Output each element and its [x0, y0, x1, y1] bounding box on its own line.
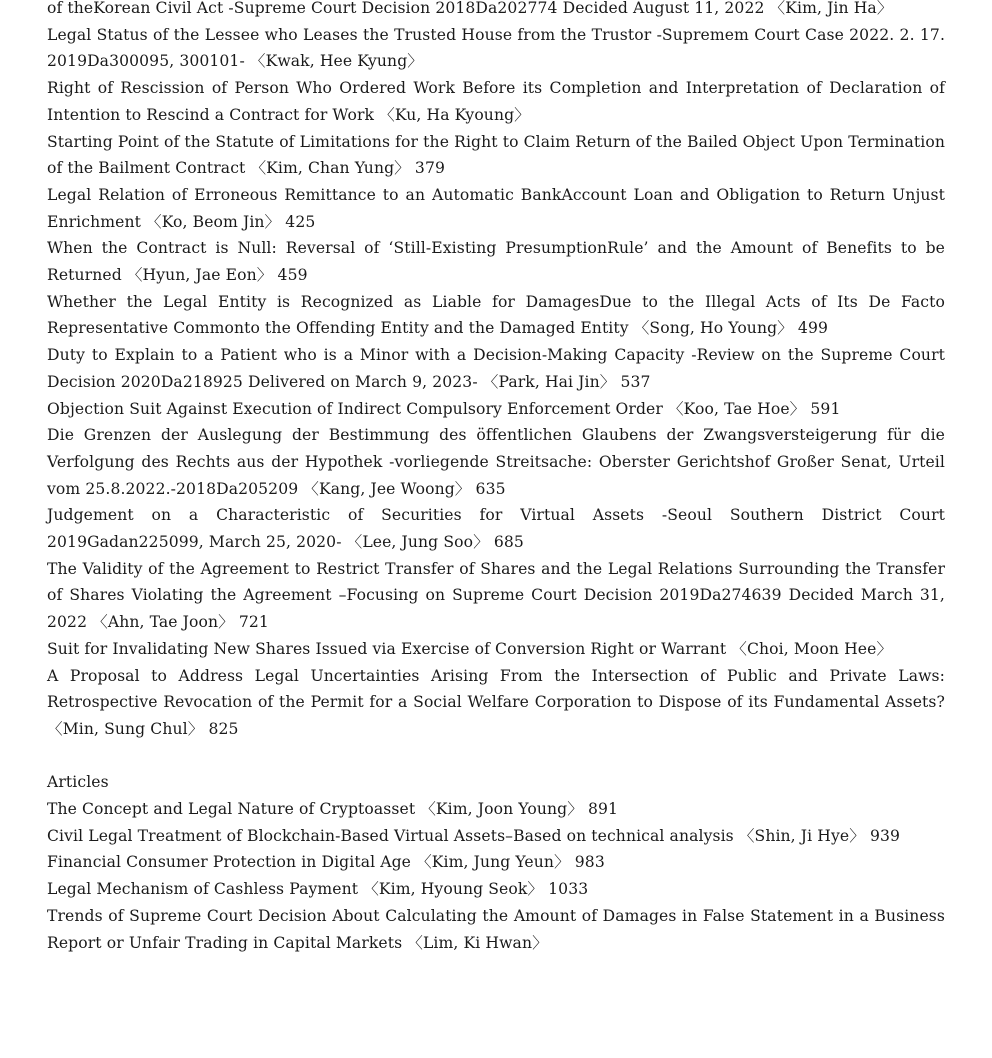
toc-entry: The Validity of the Agreement to Restrict Transfer of Shares and the Legal Relations Surrounding the Transfer of Shares Violating the Agreement –Focusing on Supreme Court Decision 2019Da274639 Decided March 31, 2022 〈Ahn, Tae Joon〉 721 [47, 559, 945, 632]
toc-entry: Judgement on a Characteristic of Securities for Virtual Assets -Seoul Southern District Court 2019Gadan225099, March 25, 2020- 〈Lee, Jung Soo〉 685 [47, 506, 945, 552]
table-of-contents [47, 0, 945, 956]
toc-entry: Right of Rescission of Person Who Ordered Work Before its Completion and Interpretation of Declaration of Intention to Rescind a Contract for Work 〈Ku, Ha Kyoung〉 [47, 79, 945, 124]
section-heading-articles: Articles [47, 773, 109, 792]
toc-entry: Suit for Invalidating New Shares Issued via Exercise of Conversion Right or Warrant 〈Choi, Moon Hee〉 [47, 639, 893, 658]
toc-entry: Starting Point of the Statute of Limitations for the Right to Claim Return of the Bailed Object Upon Termination of the Bailment Contract 〈Kim, Chan Yung〉 379 [47, 132, 945, 178]
article-entry: Trends of Supreme Court Decision About Calculating the Amount of Damages in False Statement in a Business Report or Unfair Trading in Capital Markets 〈Lim, Ki Hwan〉 [47, 906, 945, 952]
toc-entry: Die Grenzen der Auslegung der Bestimmung des öffentlichen Glaubens der Zwangsversteigerung für die Verfolgung des Rechts aus der Hypothek -vorliegende Streitsache: Oberster Gerichtshof Großer Senat, Urteil vom 25.8.2022.-2018Da205209 〈Kang, Jee Woong〉 635 [47, 426, 945, 498]
article-entry: Legal Mechanism of Cashless Payment 〈Kim, Hyoung Seok〉 1033 [47, 880, 589, 899]
toc-entry: When the Contract is Null: Reversal of ‘Still-Existing PresumptionRule’ and the Amount of Benefits to be Returned 〈Hyun, Jae Eon〉 459 [47, 239, 945, 285]
toc-entry: Legal Relation of Erroneous Remittance to an Automatic BankAccount Loan and Obligation to Return Unjust Enrichment 〈Ko, Beom Jin〉 425 [47, 185, 945, 231]
toc-entry: of theKorean Civil Act -Supreme Court Decision 2018Da202774 Decided August 11, 2022 〈Kim, Jin Ha〉 [47, 0, 893, 17]
toc-entry: A Proposal to Address Legal Uncertainties Arising From the Intersection of Public and Private Laws: Retrospective Revocation of the Permit for a Social Welfare Corporation to Dispose of its Fundamental Assets? 〈Min, Sung Chul〉 825 [47, 666, 945, 738]
article-entry: Financial Consumer Protection in Digital Age 〈Kim, Jung Yeun〉 983 [47, 853, 605, 872]
toc-entry: Whether the Legal Entity is Recognized as Liable for DamagesDue to the Illegal Acts of Its De Facto Representative Commonto the Offending Entity and the Damaged Entity 〈Song, Ho Young〉 499 [47, 292, 945, 338]
article-entry: The Concept and Legal Nature of Cryptoasset 〈Kim, Joon Young〉 891 [47, 800, 619, 819]
article-entry: Civil Legal Treatment of Blockchain-Based Virtual Assets–Based on technical analysis 〈Shin, Ji Hye〉 939 [47, 826, 901, 845]
toc-entry: Objection Suit Against Execution of Indirect Compulsory Enforcement Order 〈Koo, Tae Hoe〉 591 [47, 399, 841, 418]
toc-entry: Duty to Explain to a Patient who is a Minor with a Decision-Making Capacity -Review on the Supreme Court Decision 2020Da218925 Delivered on March 9, 2023- 〈Park, Hai Jin〉 537 [47, 346, 945, 391]
toc-entry: Legal Status of the Lessee who Leases the Trusted House from the Trustor -Supremem Court Case 2022. 2. 17. 2019Da300095, 300101- 〈Kwak, Hee Kyung〉 [47, 25, 945, 71]
